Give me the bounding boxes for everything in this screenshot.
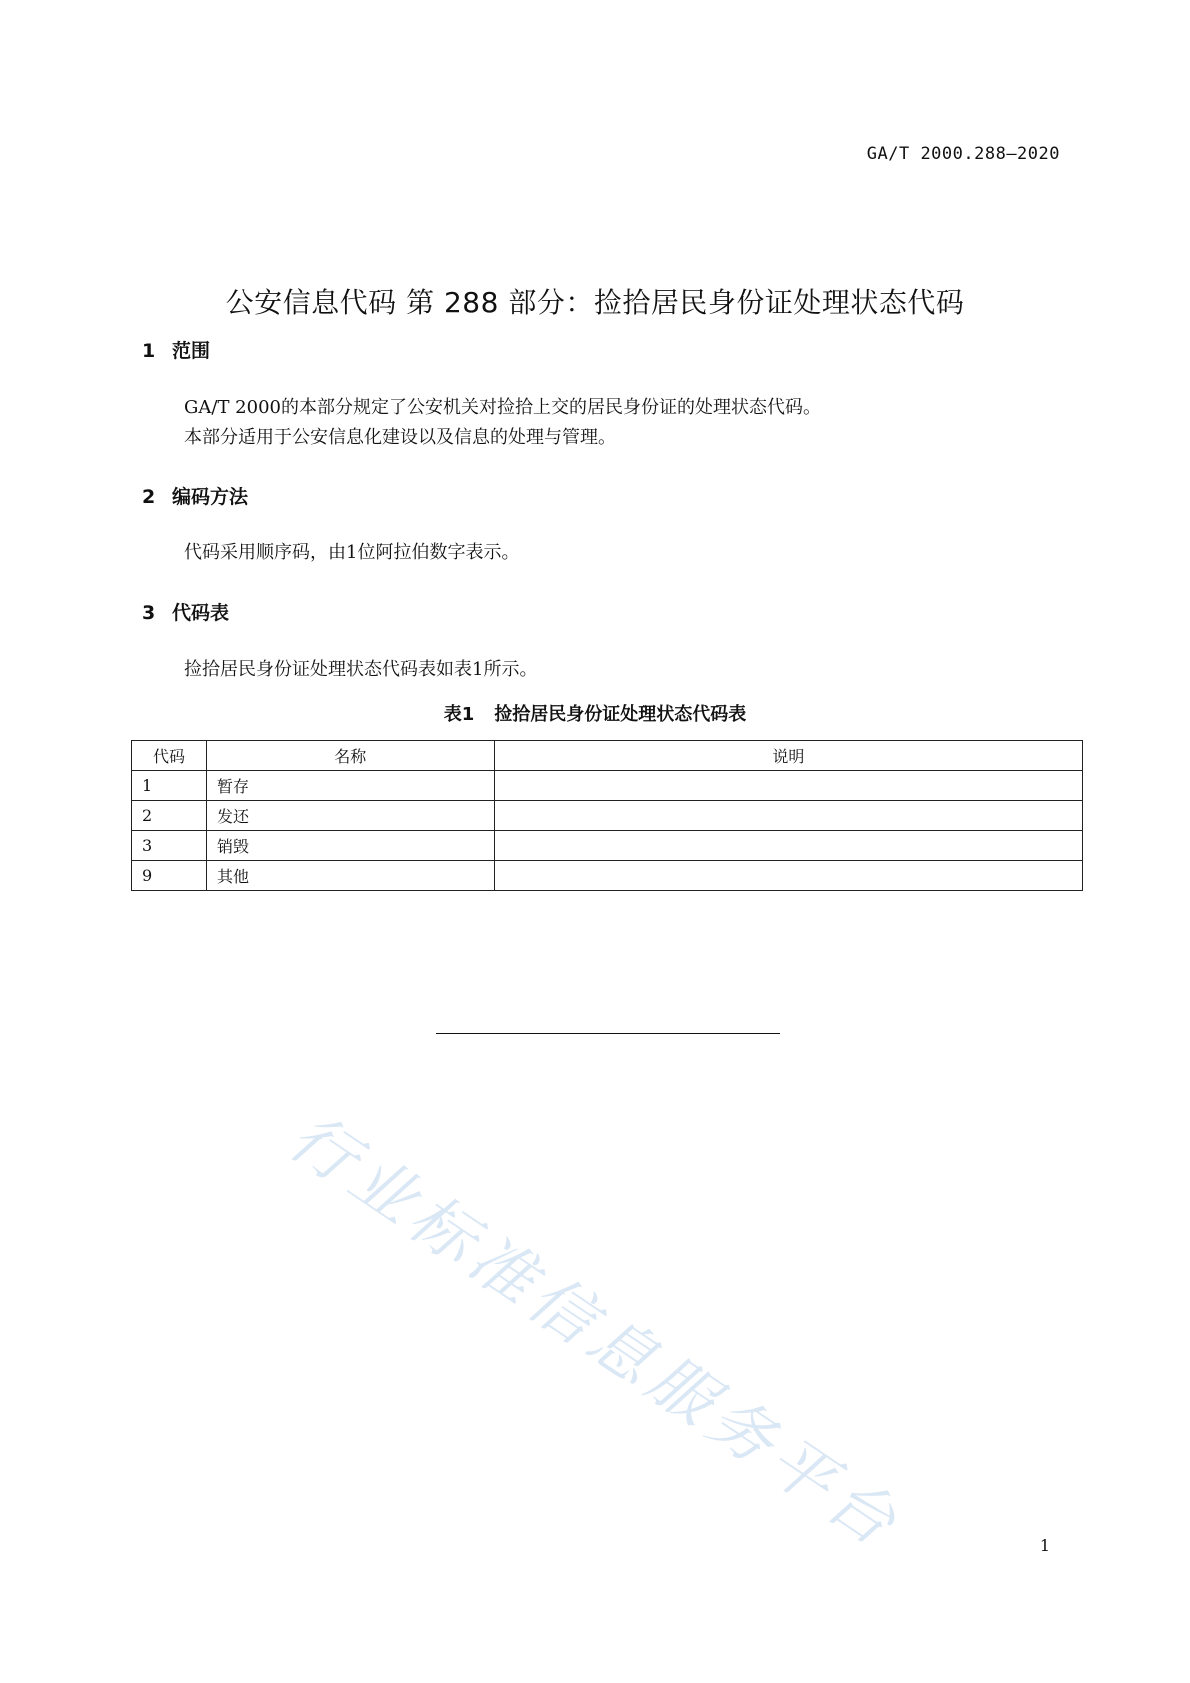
header-code: 代码 <box>132 741 207 771</box>
paragraph: 代码采用顺序码，由1位阿拉伯数字表示。 <box>184 542 520 563</box>
table-caption-title: 捡拾居民身份证处理状态代码表 <box>494 704 747 725</box>
end-rule <box>436 1033 780 1034</box>
paragraph: 本部分适用于公安信息化建设以及信息的处理与管理。 <box>184 427 616 448</box>
section-body-code-table <box>184 655 537 685</box>
table-caption <box>0 700 1190 726</box>
cell-description <box>494 801 1082 831</box>
standard-code: GA/T 2000.288—2020 <box>866 144 1060 164</box>
table-row <box>132 801 1083 831</box>
section-number: 1 <box>142 340 156 362</box>
cell-name: 销毁 <box>206 831 494 861</box>
cell-name: 发还 <box>206 801 494 831</box>
section-body-scope <box>184 393 821 453</box>
code-table <box>131 740 1083 891</box>
table-row <box>132 771 1083 801</box>
table-header-row <box>132 741 1083 771</box>
header-name: 名称 <box>206 741 494 771</box>
cell-description <box>494 861 1082 891</box>
paragraph: GA/T 2000的本部分规定了公安机关对捡拾上交的居民身份证的处理状态代码。 <box>184 397 821 418</box>
page-number: 1 <box>1039 1536 1050 1555</box>
document-title: 公安信息代码 第 288 部分：捡拾居民身份证处理状态代码 <box>225 285 965 319</box>
cell-name: 暂存 <box>206 771 494 801</box>
section-title: 代码表 <box>172 602 230 624</box>
cell-code: 2 <box>132 801 207 831</box>
section-heading-scope <box>142 336 210 363</box>
table-row <box>132 831 1083 861</box>
cell-name: 其他 <box>206 861 494 891</box>
watermark: 行业标准信息服务平台 <box>275 1100 915 1565</box>
table-caption-number: 表1 <box>443 704 475 725</box>
section-title: 编码方法 <box>172 486 249 508</box>
table-row <box>132 861 1083 891</box>
paragraph: 捡拾居民身份证处理状态代码表如表1所示。 <box>184 659 538 680</box>
cell-description <box>494 831 1082 861</box>
section-title: 范围 <box>172 340 211 362</box>
section-body-coding-method <box>184 538 519 568</box>
header-description: 说明 <box>494 741 1082 771</box>
cell-description <box>494 771 1082 801</box>
section-number: 3 <box>142 602 156 624</box>
section-heading-coding-method <box>142 482 248 509</box>
cell-code: 3 <box>132 831 207 861</box>
section-heading-code-table <box>142 598 229 625</box>
section-number: 2 <box>142 486 156 508</box>
cell-code: 9 <box>132 861 207 891</box>
cell-code: 1 <box>132 771 207 801</box>
